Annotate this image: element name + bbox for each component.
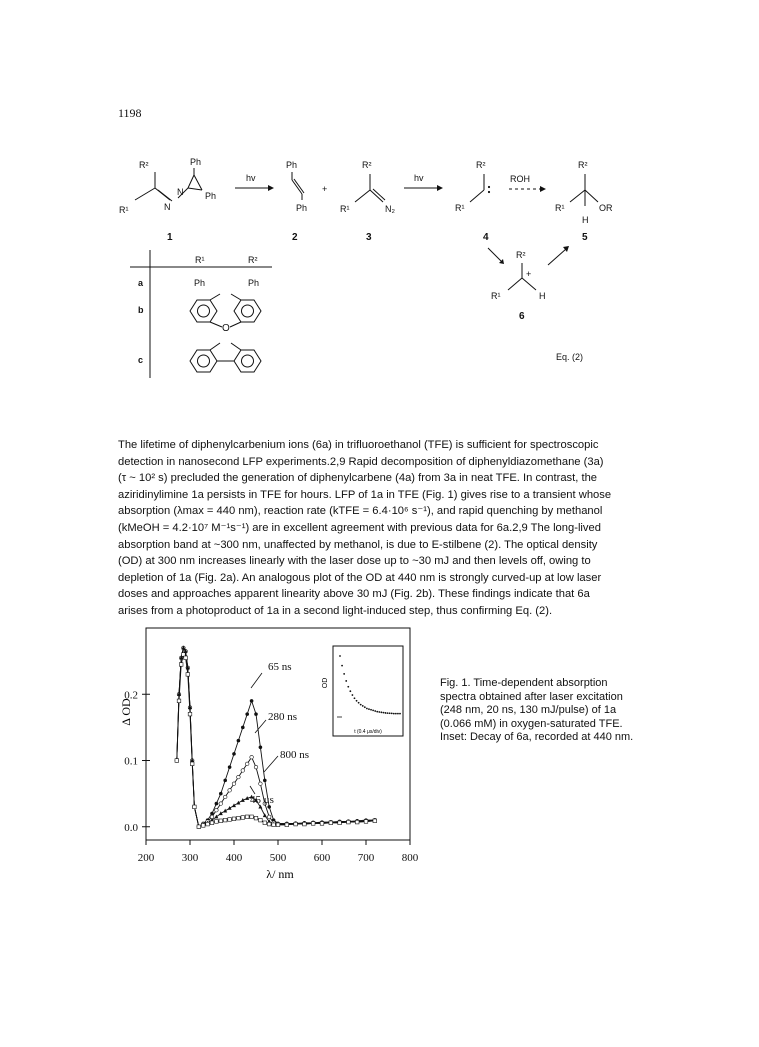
data-point: [236, 801, 240, 805]
y-tick-label: 0.2: [124, 689, 138, 702]
inset-point: [389, 712, 391, 714]
compound-6-h: H: [539, 291, 546, 301]
series-label: 280 ns: [268, 711, 298, 723]
y-axis-label: Δ OD: [119, 698, 133, 726]
inset-point: [368, 708, 370, 710]
inset-point: [362, 705, 364, 707]
compound-3-number: 3: [366, 232, 372, 243]
data-point: [206, 822, 210, 826]
data-point: [215, 802, 218, 805]
inset-point: [380, 711, 382, 713]
paragraph-line: arises from a photoproduct of 1a in a second light-induced step, thus confirming Eq. (2).: [118, 604, 553, 617]
compound-1-r2: R²: [139, 160, 149, 170]
table-row-a-label: a: [138, 278, 144, 288]
data-point: [228, 818, 232, 822]
data-point: [254, 765, 258, 769]
data-point: [237, 775, 241, 779]
data-point: [329, 821, 333, 825]
structure-b-oxygen: O: [222, 323, 230, 334]
data-point: [219, 792, 222, 795]
data-point: [355, 820, 359, 824]
data-point: [259, 746, 262, 749]
data-point: [294, 822, 298, 826]
data-point: [250, 815, 254, 819]
compound-1-n: N: [164, 202, 171, 212]
data-point: [320, 822, 324, 826]
series-label: 45 μs: [250, 794, 274, 806]
data-point: [201, 824, 205, 828]
data-point: [241, 726, 244, 729]
paragraph-line: (τ ~ 10² s) precluded the generation of diphenylcarbene (4a) from 3a in neat TFE. In contrast, the: [118, 472, 598, 485]
paragraph-line: depletion of 1a (Fig. 2a). An analogous plot of the OD at 440 nm is strongly curved-up at low laser: [118, 571, 602, 584]
inset-point: [391, 713, 393, 715]
data-point: [263, 821, 267, 825]
compound-5-number: 5: [582, 232, 588, 243]
page-number: 1198: [118, 106, 142, 120]
compound-4-r2: R²: [476, 160, 486, 170]
inset-point: [343, 673, 345, 675]
data-point: [245, 762, 249, 766]
inset-point: [397, 713, 399, 715]
compound-5-or: OR: [599, 203, 613, 213]
data-point: [232, 782, 236, 786]
data-point: [177, 699, 181, 703]
inset-point: [352, 694, 354, 696]
x-tick-label: 600: [313, 852, 331, 864]
data-point: [237, 816, 241, 820]
series-label-leader: [251, 673, 262, 688]
arrow-roh: ROH: [510, 174, 530, 184]
data-point: [259, 782, 263, 786]
caption-line: (248 nm, 20 ns, 130 mJ/pulse) of 1a: [440, 704, 617, 717]
table-row-a-r1: Ph: [194, 278, 206, 288]
data-point: [237, 739, 240, 742]
data-point: [364, 820, 368, 824]
table-row-b-label: b: [138, 305, 144, 315]
data-point: [219, 802, 223, 806]
data-point: [193, 805, 197, 809]
data-point: [215, 808, 219, 812]
inset-point: [387, 712, 389, 714]
inset-point: [339, 655, 341, 657]
inset-point: [354, 697, 356, 699]
paragraph-line: doses and approaches apparent linearity above 30 mJ (Fig. 2b). These findings indicate that 6a: [118, 588, 590, 601]
inset-point: [347, 686, 349, 688]
data-point: [267, 815, 271, 819]
data-point: [233, 752, 236, 755]
data-point: [223, 818, 227, 822]
data-point: [184, 656, 188, 660]
data-point: [276, 823, 280, 827]
paragraph-line: absorption band at ~300 nm, unaffected by methanol, is due to E-stilbene (2). The optical density: [118, 538, 598, 551]
data-point: [245, 815, 249, 819]
compound-2-ph-bottom: Ph: [296, 203, 308, 213]
inset-point: [345, 680, 347, 682]
caption-line: Fig. 1. Time-dependent absorption: [440, 677, 608, 689]
data-point: [241, 769, 245, 773]
data-point: [232, 803, 236, 807]
data-point: [285, 823, 289, 827]
y-tick-label: 0.1: [124, 755, 138, 768]
table-row-a-r2: Ph: [248, 278, 260, 288]
data-point: [255, 713, 258, 716]
x-tick-label: 300: [181, 852, 199, 864]
inset-point: [372, 710, 374, 712]
data-point: [267, 822, 271, 826]
compound-3-n2: N₂: [385, 204, 395, 214]
compound-5-r1: R¹: [555, 203, 565, 213]
paragraph-line: The lifetime of diphenylcarbenium ions (6a) in trifluoroethanol (TFE) is sufficient for spectroscopic: [118, 439, 599, 451]
table-header-r1: R¹: [195, 255, 205, 265]
x-tick-label: 200: [137, 852, 155, 864]
y-tick-label: 0.0: [124, 821, 138, 834]
x-tick-label: 500: [269, 852, 287, 864]
compound-3-r1: R¹: [340, 204, 350, 214]
arrow-1-hv: hv: [246, 173, 256, 183]
compound-4-number: 4: [483, 232, 489, 243]
data-point: [259, 818, 263, 822]
figure-caption: [440, 677, 660, 745]
x-tick-label: 400: [225, 852, 243, 864]
x-tick-label: 700: [357, 852, 375, 864]
series-label: 800 ns: [280, 749, 310, 761]
data-point: [175, 759, 179, 763]
data-point: [263, 813, 267, 817]
data-point: [188, 712, 192, 716]
data-point: [263, 779, 266, 782]
series-label: 65 ns: [268, 661, 292, 673]
data-point: [311, 822, 315, 826]
equation-label: Eq. (2): [556, 352, 584, 362]
inset-frame: [333, 646, 403, 736]
data-point: [272, 823, 276, 827]
compound-1-ph-top: Ph: [190, 157, 202, 167]
compound-6-number: 6: [519, 311, 525, 322]
compound-2-number: 2: [292, 232, 298, 243]
paragraph-line: (kMeOH = 4.2·10⁷ M⁻¹s⁻¹) are in excellent agreement with previous data for 6a.2,9 The long-lived: [118, 521, 601, 534]
inset-point: [349, 690, 351, 692]
table-row-c-label: c: [138, 355, 144, 365]
data-point: [186, 673, 190, 677]
data-point: [215, 820, 219, 824]
paragraph-line: detection in nanosecond LFP experiments.2,9 Rapid decomposition of diphenyldiazomethane (3a): [118, 455, 604, 468]
compound-6-r2: R²: [516, 250, 526, 260]
compound-1-ph-right: Ph: [205, 191, 217, 201]
data-point: [228, 789, 232, 793]
data-point: [373, 819, 377, 823]
paragraph-line: (OD) at 300 nm increases linearly with the laser dose up to ~30 mJ and then levels off, owing to: [118, 555, 591, 568]
data-point: [232, 817, 236, 821]
compound-4-r1: R¹: [455, 203, 465, 213]
data-point: [219, 811, 223, 815]
caption-line: spectra obtained after laser excitation: [440, 690, 623, 703]
data-point: [190, 762, 194, 766]
data-point: [197, 825, 201, 829]
compound-6-r1: R¹: [491, 291, 501, 301]
data-point: [179, 663, 183, 667]
caption-line: Inset: Decay of 6a, recorded at 440 nm.: [440, 731, 634, 744]
paragraph-line: absorption (λmax = 440 nm), reaction rate (kTFE = 6.4·10⁶ s⁻¹), and rapid quenching by methanol: [118, 505, 603, 518]
data-point: [347, 820, 351, 824]
inset-point: [360, 704, 362, 706]
series-label-leader: [250, 786, 255, 794]
compound-1-n2: N: [177, 187, 184, 197]
data-point: [250, 755, 254, 759]
series-label-leader: [264, 756, 278, 772]
inset-point: [378, 711, 380, 713]
paragraph-line: aziridinylimine 1a persists in TFE for hours. LFP of 1a in TFE (Fig. 1) gives rise to a transient whose: [118, 488, 612, 501]
data-point: [241, 816, 245, 820]
inset-point: [376, 711, 378, 713]
compound-5-r2: R²: [578, 160, 588, 170]
inset-point: [358, 702, 360, 704]
inset-point: [356, 700, 358, 702]
data-point: [223, 795, 227, 799]
data-point: [219, 819, 223, 823]
inset-point: [399, 713, 401, 715]
data-point: [254, 816, 258, 820]
data-point: [250, 699, 253, 702]
data-point: [338, 821, 342, 825]
compound-1-r1: R¹: [119, 205, 129, 215]
inset-point: [370, 709, 372, 711]
compound-2-ph-top: Ph: [286, 160, 298, 170]
data-point: [228, 766, 231, 769]
data-point: [228, 806, 232, 810]
inset-x-label: t (0.4 μs/div): [354, 729, 382, 735]
inset-point: [374, 710, 376, 712]
caption-line: (0.066 mM) in oxygen-saturated TFE.: [440, 717, 623, 730]
data-point: [303, 822, 307, 826]
x-tick-label: 800: [401, 852, 419, 864]
inset-y-label: OD: [322, 677, 329, 689]
x-axis-label: λ/ nm: [266, 867, 294, 881]
compound-3-r2: R²: [362, 160, 372, 170]
inset-point: [341, 665, 343, 667]
data-point: [246, 713, 249, 716]
inset-point: [364, 706, 366, 708]
inset-point: [393, 713, 395, 715]
data-point: [210, 821, 214, 825]
compound-1-number: 1: [167, 232, 173, 243]
inset-point: [383, 712, 385, 714]
inset-point: [395, 713, 397, 715]
arrow-2-hv: hv: [414, 173, 424, 183]
data-point: [224, 779, 227, 782]
inset-point: [366, 708, 368, 710]
compound-6-plus: +: [526, 269, 532, 279]
inset-point: [385, 712, 387, 714]
plus-sign: +: [322, 184, 328, 194]
table-header-r2: R²: [248, 255, 258, 265]
data-point: [214, 815, 218, 819]
compound-5-h: H: [582, 215, 589, 225]
